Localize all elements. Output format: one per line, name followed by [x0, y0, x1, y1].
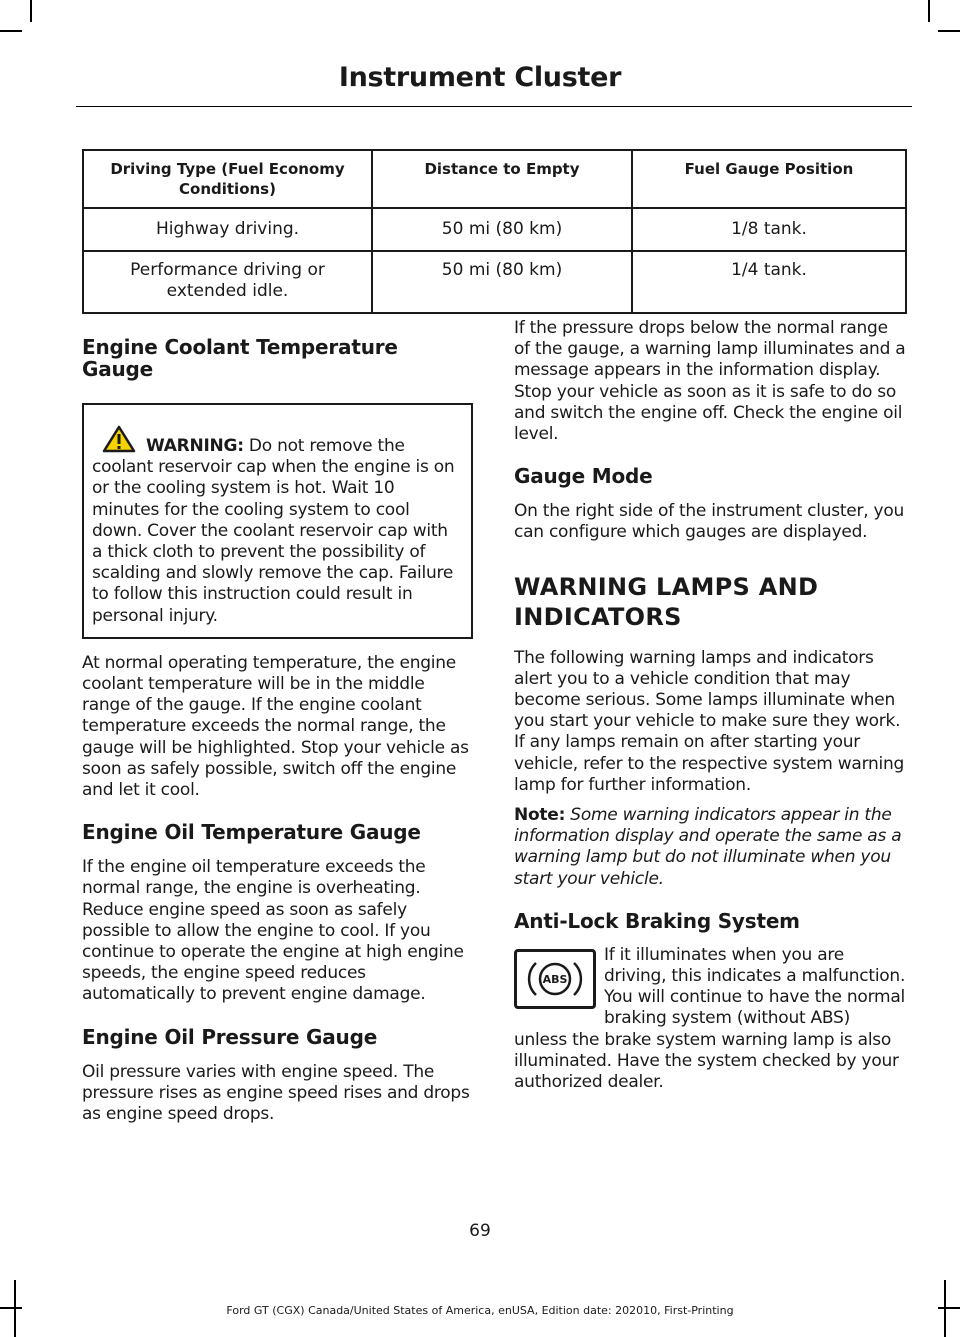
- coolant-heading: Engine Coolant Temperature Gauge: [82, 335, 398, 381]
- table-header: Driving Type (Fuel Economy Conditions): [83, 150, 372, 208]
- warning-box: [82, 403, 473, 639]
- note-label: Note:: [514, 805, 566, 826]
- table-cell: Highway driving.: [83, 208, 372, 251]
- coolant-text: At normal operating temperature, the engine coolant temperature will be in the middle range of the gauge. If the engine coolant temperature exceeds the normal range, the gauge will be highlighted. Stop your vehicle as soon as safely possible, switch off the engine and let it cool.: [82, 652, 469, 801]
- lamps-text: The following warning lamps and indicators alert you to a vehicle condition that may become serious. Some lamps illuminate when you start your vehicle to make sure they work. If any lamps remain on after starting your vehicle, refer to the respective system warning lamp for further information.: [514, 647, 905, 795]
- left-column: [82, 336, 473, 1125]
- table-cell: 1/8 tank.: [632, 208, 906, 251]
- section-heading-line: WARNING LAMPS AND: [514, 572, 819, 601]
- gauge-mode-heading: Gauge Mode: [514, 464, 653, 489]
- oil-temp-text: If the engine oil temperature exceeds the normal range, the engine is overheating. Reduce engine speed as soon as safely possible to allow the engine to cool. If you continue to operate the engine at high engine speeds, the engine speed reduces automatically to prevent engine damage.: [82, 857, 464, 1005]
- crop-mark: [928, 0, 930, 22]
- table-header: Distance to Empty: [372, 150, 632, 208]
- oil-pressure-text: Oil pressure varies with engine speed. The pressure rises as engine speed rises and drops as engine speed drops.: [82, 1061, 470, 1125]
- abs-heading: Anti-Lock Braking System: [514, 908, 800, 933]
- abs-section: [514, 945, 906, 1093]
- crop-mark: [938, 30, 960, 32]
- table-cell: 1/4 tank.: [632, 251, 906, 313]
- fuel-table: [82, 149, 907, 314]
- table-header: Fuel Gauge Position: [632, 150, 906, 208]
- table-cell: Performance driving or extended idle.: [83, 251, 372, 313]
- table-cell: 50 mi (80 km): [372, 251, 632, 313]
- warning-triangle-icon: [102, 425, 136, 453]
- abs-warning-icon: [514, 949, 596, 1009]
- section-heading-line: INDICATORS: [514, 602, 682, 631]
- oil-temp-heading: Engine Oil Temperature Gauge: [82, 820, 421, 845]
- page-number: 69: [469, 1221, 491, 1241]
- right-column: [514, 318, 906, 1093]
- warning-text: Do not remove the coolant reservoir cap when the engine is on or the cooling system is hot. Wait 10 minutes for the cooling system to cool down. Cover the coolant reservoir cap with a thick cloth to prevent the possibility of scalding and slowly remove the cap. Failure to follow this instruction could result in personal injury.: [92, 436, 455, 626]
- table-row: [83, 208, 906, 251]
- section-heading: [514, 572, 906, 632]
- page-title: Instrument Cluster: [338, 62, 622, 93]
- table-cell: 50 mi (80 km): [372, 208, 632, 251]
- note-text: Some warning indicators appear in the information display and operate the same as a warning lamp but do not illuminate when you start your vehicle.: [514, 805, 902, 889]
- crop-mark: [30, 0, 32, 22]
- abs-text: If it illuminates when you are driving, this indicates a malfunction. You will continue to have the normal braking system (without ABS) unless the brake system warning lamp is also illuminated. Have the system checked by your authorized dealer.: [514, 944, 906, 1093]
- warning-label: WARNING:: [146, 436, 244, 456]
- note: [514, 805, 906, 890]
- header-rule: [76, 106, 912, 107]
- crop-mark: [0, 30, 22, 32]
- footer: Ford GT (CGX) Canada/United States of America, enUSA, Edition date: 202010, First-Printing: [226, 1304, 734, 1317]
- table-row: [83, 251, 906, 313]
- pressure-text: If the pressure drops below the normal range of the gauge, a warning lamp illuminates and a message appears in the information display. Stop your vehicle as soon as it is safe to do so and switch the engine off. Check the engine oil level.: [514, 318, 906, 445]
- abs-icon-label: ABS: [542, 972, 568, 986]
- oil-pressure-heading: Engine Oil Pressure Gauge: [82, 1024, 378, 1049]
- gauge-mode-text: On the right side of the instrument cluster, you can configure which gauges are displayed.: [514, 501, 905, 543]
